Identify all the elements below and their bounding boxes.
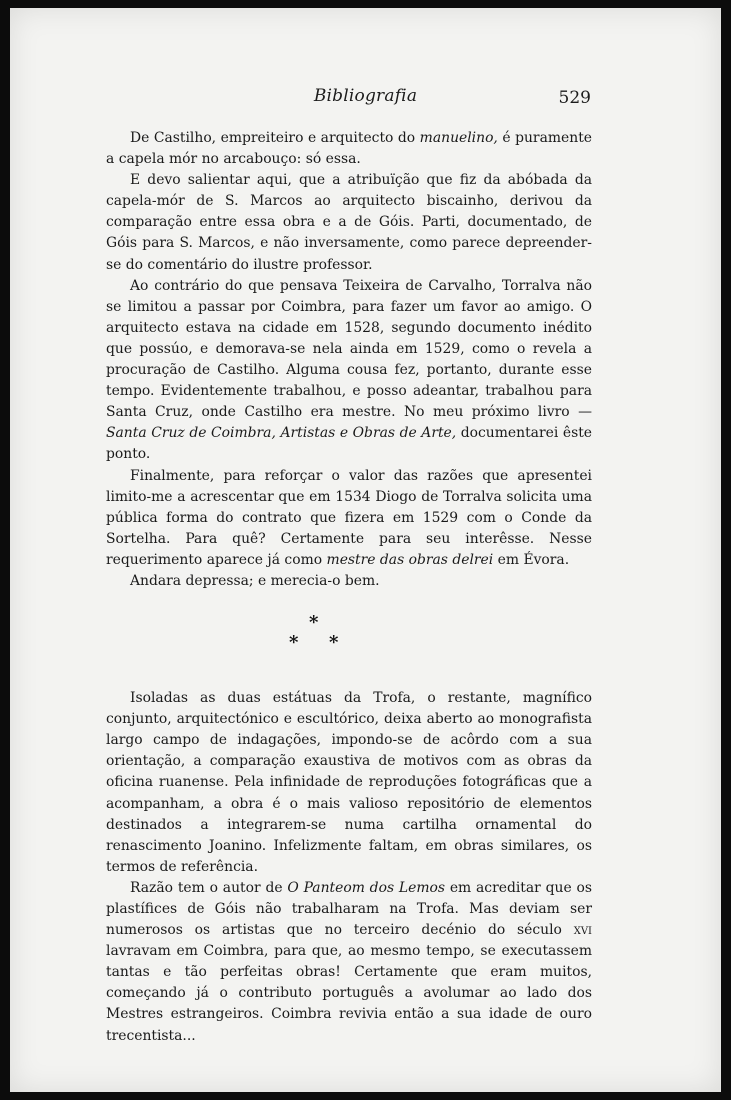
paragraph — [106, 688, 592, 878]
smallcaps-text: xvi — [573, 922, 592, 939]
text-run: é puramente a capela mór no arcabouço: só essa. — [106, 130, 592, 168]
text-run: Ao contrário do que pensava Teixeira de Carvalho, Torralva não se limitou a passar por Coimbra, para fazer um favor ao amigo. O arquitecto estava na cidade em 1528, segundo documento inédito que possúo, e demorava-se nela ainda em 1529, como o revela a procuração de Castilho. Alguma cousa fez, portanto, durante esse tempo. Evidentemente trabalhou, e posso adeantar, trabalhou para Santa Cruz, onde Castilho era mestre. No meu próximo livro — — [106, 277, 592, 421]
text-run: E devo salientar aqui, que a atribuïção que fiz da abóbada da capela-mór de S. Marcos ao arquitecto biscainho, derivou da comparação entre essa obra e a de Góis. Parti, documentado, de Góis para S. Marcos, e não inversamente, como parece depreender-se do comentário do ilustre professor. — [106, 172, 592, 273]
paragraph — [106, 128, 592, 170]
text-run: em Évora. — [493, 551, 570, 568]
italic-text: mestre das obras delrei — [326, 551, 494, 568]
page-number: 529 — [558, 88, 591, 108]
text-run: Finalmente, para reforçar o valor das razões que apresentei limito-me a acrescentar que em 1534 Diogo de Torralva solicita uma pública forma do contrato que fizera em 1529 com o Conde da Sortelha. Para quê? Certamente para seu interêsse. Nesse requerimento aparece já como — [106, 467, 592, 568]
text-run: Andara depressa; e merecia-o bem. — [130, 572, 380, 589]
paragraph — [106, 878, 592, 1047]
paragraph — [106, 571, 592, 592]
paragraph — [106, 170, 592, 275]
italic-text: O Panteom dos Lemos — [287, 879, 445, 896]
text-run: Isoladas as duas estátuas da Trofa, o restante, magnífico conjunto, arquitectónico e escultórico, deixa aberto ao monografista largo campo de indagações, impondo-se de acôrdo com a sua orientação, a comparação exaustiva de motivos com as obras da oficina ruanense. Pela infinidade de reproduções fotográficas que a acompanham, a obra é o mais valioso repositório de elementos destinados a integrarem-se numa cartilha ornamental do renascimento Joanino. Infelizmente faltam, em obras similares, os termos de referência. — [106, 690, 592, 875]
text-run: documentarei êste ponto. — [106, 425, 593, 463]
text-run: Razão tem o autor de — [130, 879, 288, 896]
asterism-left: * — [289, 632, 299, 654]
running-title: Bibliografia — [313, 86, 418, 106]
text-run: em acreditar que os plastífices de Góis não trabalharam na Trofa. Mas deviam ser numerosos os artistas que no terceiro decénio do século — [106, 879, 592, 939]
text-run: lavravam em Coimbra, para que, ao mesmo tempo, se executassem tantas e tão perfeitas obras! Certamente que eram muitos, começando já o contributo português a avolumar ao lado dos Mestres estrangeiros. Coimbra revivia então a sua idade de ouro trecentista... — [106, 943, 592, 1044]
asterism-top: * — [309, 612, 319, 634]
paragraph — [106, 276, 592, 466]
text-section-before-ornament — [106, 128, 592, 592]
book-page — [10, 8, 721, 1092]
paragraph — [106, 466, 592, 571]
asterism-ornament — [106, 608, 592, 666]
text-run: De Castilho, empreiteiro e arquitecto do — [130, 130, 420, 146]
italic-text: manuelino, — [419, 130, 498, 146]
italic-text: Santa Cruz de Coimbra, Artistas e Obras de Arte, — [106, 425, 457, 442]
page-body — [106, 128, 592, 1047]
asterism-right: * — [329, 632, 339, 654]
text-section-after-ornament — [106, 688, 592, 1047]
